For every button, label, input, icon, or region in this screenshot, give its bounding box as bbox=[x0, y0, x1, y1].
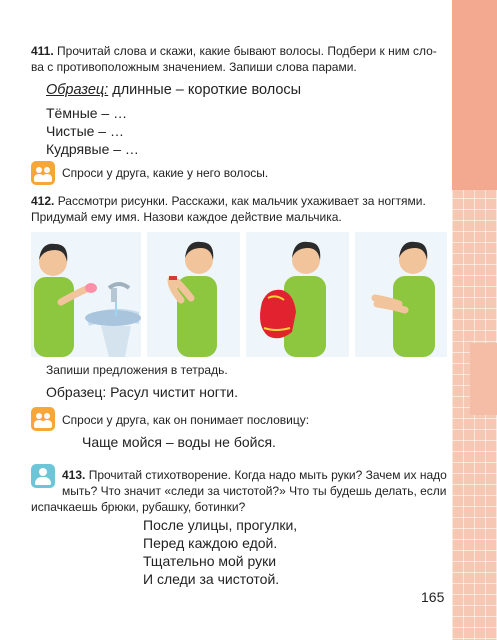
ex411-word-3: Кудрявые – … bbox=[46, 141, 139, 157]
ex412-write-note: Запиши предложения в тетрадь. bbox=[46, 363, 228, 377]
ex411-pair-prompt: Спроси у друга, какие у него волосы. bbox=[62, 166, 269, 180]
pair-talk-icon bbox=[31, 407, 55, 431]
ex411-word-2: Чистые – … bbox=[46, 123, 124, 139]
ex411-word-list bbox=[46, 104, 139, 158]
poem-line-2: Перед каждою едой. bbox=[143, 535, 278, 551]
page-margin-top-band bbox=[452, 0, 497, 190]
ex413-instructions bbox=[31, 467, 451, 515]
page-margin-block bbox=[470, 343, 497, 415]
ex413-poem bbox=[143, 516, 297, 588]
ex411-word-1: Тёмные – … bbox=[46, 105, 128, 121]
ex413-text-line2: мыть? Что значит «следи за чистотой?» Что ты будешь делать, если bbox=[62, 484, 447, 498]
poem-line-4: И следи за чистотой. bbox=[143, 571, 280, 587]
ex413-text-line3: испачкаешь брюки, рубашку, ботинки? bbox=[31, 500, 246, 514]
photo-boy-clean-hands bbox=[355, 232, 447, 357]
pair-talk-icon bbox=[31, 161, 55, 185]
ex411-instructions bbox=[31, 43, 451, 75]
poem-line-3: Тщательно мой руки bbox=[143, 553, 277, 569]
ex411-text-line1: Прочитай слова и скажи, какие бывают волосы. Подбери к ним сло- bbox=[53, 44, 437, 58]
ex412-instructions bbox=[31, 193, 451, 225]
ex411-sample-label: Образец: bbox=[46, 82, 109, 98]
ex412-proverb: Чаще мойся – воды не бойся. bbox=[82, 434, 276, 450]
ex411-text-line2: ва с противоположным значением. Запиши слова парами. bbox=[31, 60, 357, 74]
ex412-number: 412. bbox=[31, 194, 55, 208]
ex412-text-line1: Рассмотри рисунки. Расскажи, как мальчик ухаживает за ногтями. bbox=[54, 194, 426, 208]
ex413-number: 413. bbox=[62, 468, 86, 482]
page-number: 165 bbox=[421, 589, 445, 605]
ex412-text-line2: Придумай ему имя. Назови каждое действие мальчика. bbox=[31, 210, 342, 224]
photo-boy-washing-hands bbox=[31, 232, 141, 357]
boy-clean-hands-illustration bbox=[355, 232, 447, 357]
boy-cleaning-nails-illustration bbox=[147, 232, 240, 357]
photo-boy-cleaning-nails bbox=[147, 232, 240, 357]
photo-boy-drying-hands bbox=[246, 232, 349, 357]
boy-drying-illustration bbox=[246, 232, 349, 357]
ex412-sample: Образец: Расул чистит ногти. bbox=[46, 384, 238, 400]
ex411-sample bbox=[46, 81, 301, 99]
boy-washing-illustration bbox=[31, 232, 141, 357]
ex412-pair-prompt: Спроси у друга, как он понимает пословицу: bbox=[62, 413, 310, 427]
ex411-sample-text: длинные – короткие волосы bbox=[108, 82, 302, 98]
ex413-text-line1: Прочитай стихотворение. Когда надо мыть руки? Зачем их надо bbox=[85, 468, 447, 482]
poem-line-1: После улицы, прогулки, bbox=[143, 517, 298, 533]
ex411-number: 411. bbox=[31, 44, 54, 58]
